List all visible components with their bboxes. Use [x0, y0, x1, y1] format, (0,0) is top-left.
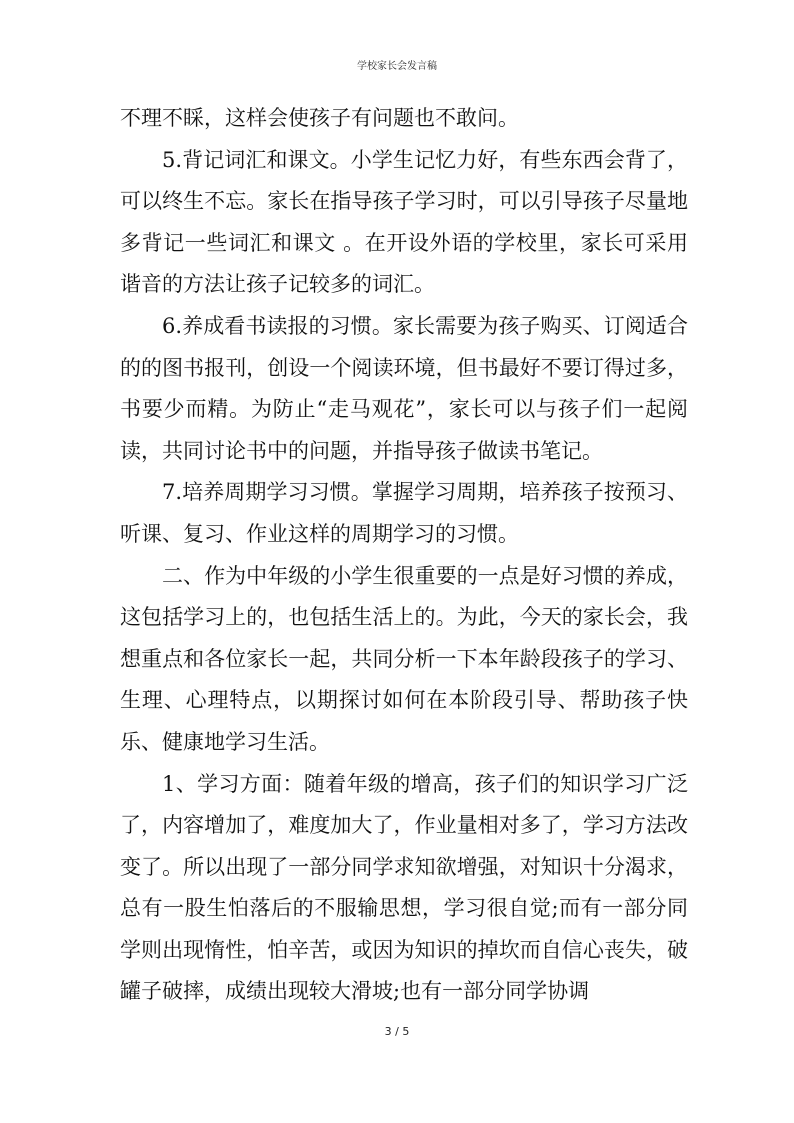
page-number: 3 / 5 — [384, 1025, 410, 1038]
paragraph-section-2: 二、作为中年级的小学生很重要的一点是好习惯的养成，这包括学习上的，也包括生活上的。为此，今天的家长会，我想重点和各位家长一起，共同分析一下本年龄段孩子的学习、生理、心理特点，以期探讨如何在本阶段引导、帮助孩子快乐、健康地学习生活。 — [120, 563, 688, 754]
paragraph-item-7: 7.培养周期学习习惯。掌握学习周期，培养孩子按预习、听课、复习、作业这样的周期学习的习惯。 — [120, 480, 688, 546]
document-body — [120, 98, 688, 1013]
page-header: 学校家长会发言稿 — [357, 61, 437, 72]
paragraph-learning-aspect: 1、学习方面：随着年级的增高，孩子们的知识学习广泛了，内容增加了，难度加大了，作业量相对多了，学习方法改变了。所以出现了一部分同学求知欲增强，对知识十分渴求，总有一股生怕落后的不服输思想，学习很自觉;而有一部分同学则出现惰性，怕辛苦，或因为知识的掉坎而自信心丧失，破罐子破摔，成绩出现较大滑坡;也有一部分同学协调 — [120, 771, 688, 1004]
paragraph-item-5: 5.背记词汇和课文。小学生记忆力好，有些东西会背了，可以终生不忘。家长在指导孩子学习时，可以引导孩子尽量地多背记一些词汇和课文 。在开设外语的学校里，家长可采用谐音的方法让孩子记较多的词汇。 — [120, 147, 688, 297]
paragraph-item-6: 6.养成看书读报的习惯。家长需要为孩子购买、订阅适合的的图书报刊，创设一个阅读环境，但书最好不要订得过多，书要少而精。为防止“走马观花”，家长可以与孩子们一起阅读，共同讨论书中的问题，并指导孩子做读书笔记。 — [120, 313, 688, 463]
paragraph-continuation: 不理不睬，这样会使孩子有问题也不敢问。 — [120, 106, 519, 130]
